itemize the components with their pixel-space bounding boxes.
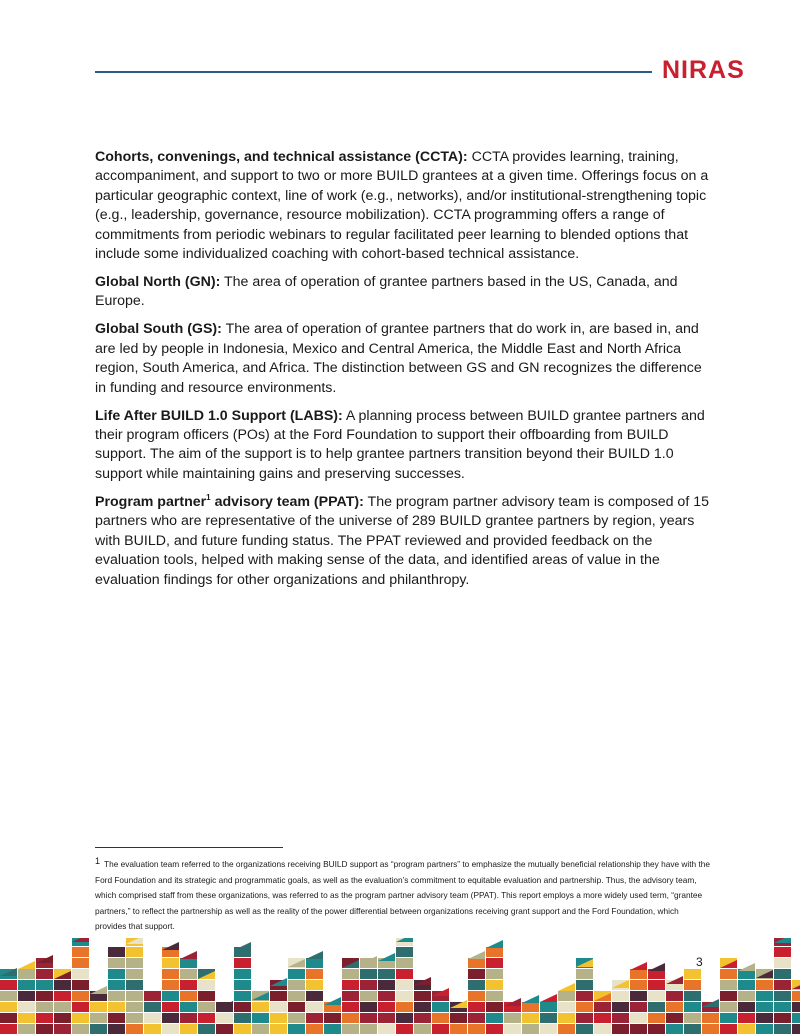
footer-tile <box>162 969 179 979</box>
footer-tile <box>576 969 593 979</box>
footer-tile <box>198 1002 215 1012</box>
footer-tile <box>288 980 305 990</box>
footer-tile <box>414 1002 431 1012</box>
footer-tile <box>468 991 485 1001</box>
footer-tile <box>486 991 503 1001</box>
footer-tile <box>360 991 377 1001</box>
footer-tile <box>234 958 251 968</box>
footer-tile <box>18 1013 35 1023</box>
footer-tile <box>684 1013 701 1023</box>
footer-tile <box>180 958 197 968</box>
footer-tile <box>252 1024 269 1034</box>
footer-tile <box>486 1013 503 1023</box>
footer-roof <box>522 995 539 1003</box>
footer-tile <box>522 1002 539 1012</box>
footer-tile <box>270 991 287 1001</box>
footer-tile <box>126 947 143 957</box>
footer-tile <box>270 1013 287 1023</box>
footer-tile <box>0 1013 17 1023</box>
footer-tile <box>324 1013 341 1023</box>
footer-tile <box>342 1024 359 1034</box>
footer-tile <box>774 991 791 1001</box>
footer-tile <box>468 980 485 990</box>
footer-tile <box>0 1024 17 1034</box>
footer-tile <box>774 1002 791 1012</box>
footer-tile <box>90 1013 107 1023</box>
footer-tile <box>594 1013 611 1023</box>
footer-tile <box>486 969 503 979</box>
footer-tile <box>72 1013 89 1023</box>
footer-tile <box>702 1013 719 1023</box>
footer-tile <box>234 1002 251 1012</box>
footer-tile <box>738 991 755 1001</box>
footer-tile <box>288 1002 305 1012</box>
footer-tile <box>54 1013 71 1023</box>
footer-tile <box>432 1013 449 1023</box>
footer-tile <box>180 980 197 990</box>
footer-tile <box>504 1013 521 1023</box>
footnote <box>95 857 710 935</box>
footer-roof <box>540 994 557 1002</box>
footer-tile <box>108 980 125 990</box>
footer-tile <box>396 969 413 979</box>
footer-tile <box>234 1013 251 1023</box>
footer-tile <box>360 969 377 979</box>
footer-tile <box>360 1002 377 1012</box>
footer-tile <box>594 1024 611 1034</box>
footer-roof <box>558 983 575 991</box>
footer-tile <box>666 1013 683 1023</box>
footer-tile <box>738 1024 755 1034</box>
footer-tile <box>252 1002 269 1012</box>
glossary-term: Global North (GN): <box>95 274 221 291</box>
footer-tile <box>504 1024 521 1034</box>
footer-roof <box>180 951 197 959</box>
footer-tile <box>162 958 179 968</box>
footer-tile <box>558 1013 575 1023</box>
footer-tile <box>216 1013 233 1023</box>
footer-tile <box>72 947 89 957</box>
footer-tile <box>396 1024 413 1034</box>
footer-tile <box>288 969 305 979</box>
footer-roof <box>486 940 503 948</box>
footer-tile <box>576 991 593 1001</box>
footer-tile <box>648 1024 665 1034</box>
footer-tile <box>144 1024 161 1034</box>
footer-tile <box>342 980 359 990</box>
footer-tile <box>360 980 377 990</box>
glossary-term: Global South (GS): <box>95 321 222 338</box>
footer-tile <box>576 980 593 990</box>
footer-tile <box>378 1024 395 1034</box>
footer-tile <box>486 980 503 990</box>
footer-tile <box>468 969 485 979</box>
glossary-definition: A planning process between BUILD grantee partners and their program officers (POs) at the Ford Foundation to support their offboarding from BUILD support. The aim of the support is to help grantee partners transition beyond their BUILD 1.0 support while maintaining gains and preserving successes. <box>95 407 705 482</box>
footer-tile <box>558 1002 575 1012</box>
footer-tile <box>162 991 179 1001</box>
footer-tile <box>54 980 71 990</box>
footer-tile <box>630 991 647 1001</box>
footer-tile <box>756 1013 773 1023</box>
footer-roof <box>468 951 485 959</box>
footer-tile <box>450 1013 467 1023</box>
footer-tile <box>198 1013 215 1023</box>
glossary-term <box>95 494 364 510</box>
footer-tile <box>792 991 800 1001</box>
footer-tile <box>468 1013 485 1023</box>
footer-tile <box>72 991 89 1001</box>
footer-tile <box>342 969 359 979</box>
footnote-text: The evaluation team referred to the organizations receiving BUILD support as “program partners” to emphasize the mutually beneficial relationship they have with the Ford Foundation and its strategic and programmatic goals, as well as the evaluation’s commitment to equitable evaluation and partnership. Thus, the advisory team, which comprised staff from these organizations, was referred to as the program partner advisory team (PPAT). This report employs a more widely used term, “grantee partners,” to reflect the partnership as well as the reality of the power differential between organizations receiving grant support and the Ford Foundation, which provides that support. <box>95 859 711 931</box>
footer-tile <box>666 991 683 1001</box>
glossary-term: Cohorts, convenings, and technical assistance (CCTA): <box>95 149 468 165</box>
footer-tile <box>72 1024 89 1034</box>
footer-tile <box>108 1013 125 1023</box>
footer-tile <box>396 991 413 1001</box>
footer-tile <box>396 980 413 990</box>
footer-tile <box>234 1024 251 1034</box>
footer-tile <box>324 1024 341 1034</box>
footer-tile <box>234 969 251 979</box>
footer-tile <box>162 1024 179 1034</box>
glossary-entry-ccta <box>95 148 710 264</box>
footer-tile <box>450 1024 467 1034</box>
footer-tile <box>576 1024 593 1034</box>
footer-tile <box>630 1013 647 1023</box>
glossary-definition: The program partner advisory team is composed of 15 partners who are representative of the universe of 289 BUILD grantee partners by region, years with BUILD, and future funding status. The PPAT reviewed and provided feedback on the evaluation tools, helped with making sense of the data, and identified areas of value in the evaluation findings for other organizations and philanthropy. <box>95 493 709 588</box>
footer-tile <box>162 1013 179 1023</box>
footer-tile <box>522 1013 539 1023</box>
footer-tile <box>540 1024 557 1034</box>
footer-tile <box>396 958 413 968</box>
footer-tile <box>36 969 53 979</box>
glossary-definition: The area of operation of grantee partners that do work in, are based in, and are led by people in Indonesia, Mexico and Central America, the Middle East and North Africa region, South America, and Africa. The distinction between GS and GN recognizes the difference in funding and resource environments. <box>95 321 702 396</box>
footer-tile <box>36 980 53 990</box>
footer-tile <box>270 1002 287 1012</box>
footer-tile <box>90 1002 107 1012</box>
footer-tile <box>72 958 89 968</box>
footer-tile <box>306 969 323 979</box>
footer-tile <box>198 991 215 1001</box>
footer-tile <box>774 1013 791 1023</box>
footer-tile <box>180 1002 197 1012</box>
footer-tile <box>468 1002 485 1012</box>
footer-tile <box>288 1024 305 1034</box>
footer-tile <box>306 1024 323 1034</box>
footer-tile <box>630 1002 647 1012</box>
footer-tile <box>234 980 251 990</box>
footer-tile <box>342 1013 359 1023</box>
footer-tile <box>342 991 359 1001</box>
footer-tile <box>378 991 395 1001</box>
footer-tile <box>612 1013 629 1023</box>
footer-tile <box>774 958 791 968</box>
footer-tile <box>90 1024 107 1034</box>
niras-logo: NIRAS <box>662 56 745 84</box>
footer-tile <box>630 1024 647 1034</box>
footer-tile <box>396 1013 413 1023</box>
footer-tile <box>126 1024 143 1034</box>
footer-roof <box>18 961 35 969</box>
footer-tile <box>216 1024 233 1034</box>
footer-tile <box>36 1002 53 1012</box>
footer-tile <box>108 991 125 1001</box>
footer-tile <box>522 1024 539 1034</box>
footer-tile <box>612 1002 629 1012</box>
footer-tile <box>684 991 701 1001</box>
term-part: advisory team (PPAT): <box>210 493 364 510</box>
footer-tile <box>738 980 755 990</box>
footer-tile <box>720 1013 737 1023</box>
footer-tile <box>720 969 737 979</box>
footer-tile <box>306 991 323 1001</box>
footer-tile <box>54 991 71 1001</box>
footer-tile <box>468 1024 485 1034</box>
footer-tile <box>648 991 665 1001</box>
footer-tile <box>792 1024 800 1034</box>
footer-tile <box>702 1024 719 1034</box>
footer-tile <box>774 947 791 957</box>
footer-tile <box>108 969 125 979</box>
footer-tile <box>54 1002 71 1012</box>
footer-tile <box>486 1024 503 1034</box>
decorative-footer-pattern <box>0 938 800 1035</box>
footer-tile <box>162 980 179 990</box>
glossary-content <box>95 148 710 599</box>
footer-tile <box>126 980 143 990</box>
footer-tile <box>180 1024 197 1034</box>
footer-tile <box>108 958 125 968</box>
footer-tile <box>540 1013 557 1023</box>
glossary-entry-gs <box>95 320 710 398</box>
footer-tile <box>18 991 35 1001</box>
footer-tile <box>306 980 323 990</box>
glossary-term: Life After BUILD 1.0 Support (LABS): <box>95 407 343 424</box>
footer-tile <box>630 969 647 979</box>
footer-tile <box>396 1002 413 1012</box>
footer-tile <box>792 1002 800 1012</box>
footer-tile <box>792 1013 800 1023</box>
footer-tile <box>234 991 251 1001</box>
footer-tile <box>558 1024 575 1034</box>
footer-tile <box>486 1002 503 1012</box>
footer-tile <box>36 991 53 1001</box>
footer-tile <box>360 1013 377 1023</box>
footer-tile <box>432 1024 449 1034</box>
footer-tile <box>36 1013 53 1023</box>
footer-roof <box>630 962 647 970</box>
glossary-definition: The area of operation of grantee partners based in the US, Canada, and Europe. <box>95 274 678 310</box>
footer-tile <box>306 1002 323 1012</box>
footnote-separator <box>95 847 283 848</box>
footer-tile <box>720 980 737 990</box>
footer-tile <box>666 1024 683 1034</box>
footer-tile <box>738 1002 755 1012</box>
footer-tile <box>126 969 143 979</box>
footer-tile <box>540 1002 557 1012</box>
page-number: 3 <box>696 955 703 969</box>
footer-tile <box>270 1024 287 1034</box>
footer-tile <box>720 1024 737 1034</box>
footer-tile <box>306 958 323 968</box>
footer-tile <box>126 958 143 968</box>
footer-tile <box>432 1002 449 1012</box>
footnote-number: 1 <box>95 856 101 866</box>
footer-tile <box>378 969 395 979</box>
footer-tile <box>108 1002 125 1012</box>
footer-tile <box>558 991 575 1001</box>
footer-tile <box>774 980 791 990</box>
footer-tile <box>648 1013 665 1023</box>
footer-tile <box>288 991 305 1001</box>
footer-tile <box>72 1002 89 1012</box>
footer-tile <box>414 1013 431 1023</box>
footer-tile <box>648 1002 665 1012</box>
footer-tile <box>72 980 89 990</box>
footer-tile <box>144 1002 161 1012</box>
footer-tile <box>756 1002 773 1012</box>
footer-tile <box>180 1013 197 1023</box>
footer-tile <box>630 980 647 990</box>
footer-tile <box>684 1002 701 1012</box>
footer-tile <box>18 969 35 979</box>
footer-roof <box>306 951 323 959</box>
footer-tile <box>288 1013 305 1023</box>
footer-tile <box>378 1013 395 1023</box>
footer-tile <box>774 969 791 979</box>
footer-tile <box>396 947 413 957</box>
footer-tile <box>414 991 431 1001</box>
footer-tile <box>342 1002 359 1012</box>
footer-tile <box>468 958 485 968</box>
footnote-reference[interactable]: 1 <box>206 492 211 502</box>
footer-tile <box>0 1002 17 1012</box>
footer-tile <box>360 1024 377 1034</box>
footer-tile <box>126 1002 143 1012</box>
footer-tile <box>486 947 503 957</box>
footer-tile <box>198 1024 215 1034</box>
footer-tile <box>252 1013 269 1023</box>
footer-tile <box>126 1013 143 1023</box>
footer-tile <box>738 1013 755 1023</box>
footer-tile <box>54 1024 71 1034</box>
glossary-definition: CCTA provides learning, training, accompaniment, and support to two or more BUILD grantees at a given time. Offerings focus on a particular geographic context, line of work (e.g., networks), and/or institutional-strengthening topic (e.g., leadership, governance, resource mobilization). CCTA programming offers a range of commitments from periodic webinars to regular facilitated peer learning to blended options that include some individualized coaching with cohort-based technical assistance. <box>95 149 709 263</box>
footer-tile <box>576 1002 593 1012</box>
footer-tile <box>414 1024 431 1034</box>
footer-tile <box>756 991 773 1001</box>
footer-tile <box>36 1024 53 1034</box>
footer-tile <box>18 980 35 990</box>
footer-tile <box>18 1002 35 1012</box>
footer-tile <box>612 1024 629 1034</box>
footer-tile <box>126 991 143 1001</box>
footer-tile <box>756 1024 773 1034</box>
footer-tile <box>594 1002 611 1012</box>
term-part: Program partner <box>95 493 207 510</box>
footer-tile <box>684 1024 701 1034</box>
footer-tile <box>378 980 395 990</box>
footer-tile <box>0 980 17 990</box>
footer-tile <box>648 980 665 990</box>
glossary-entry-gn <box>95 273 710 312</box>
footer-tile <box>180 991 197 1001</box>
footer-tile <box>576 1013 593 1023</box>
footer-tile <box>486 958 503 968</box>
footer-tile <box>774 1024 791 1034</box>
footer-tile <box>720 1002 737 1012</box>
glossary-entry-labs <box>95 407 710 485</box>
footer-tile <box>684 980 701 990</box>
footer-tile <box>756 980 773 990</box>
footer-tile <box>108 1024 125 1034</box>
footer-tile <box>198 980 215 990</box>
footer-tile <box>0 991 17 1001</box>
footer-tile <box>18 1024 35 1034</box>
footer-tile <box>378 1002 395 1012</box>
footer-tile <box>180 969 197 979</box>
glossary-entry-ppat <box>95 493 710 590</box>
footer-tile <box>72 969 89 979</box>
header-rule <box>95 71 652 73</box>
footer-tile <box>666 1002 683 1012</box>
footer-tile <box>144 1013 161 1023</box>
footer-tile <box>162 1002 179 1012</box>
footer-tile <box>720 991 737 1001</box>
footer-tile <box>306 1013 323 1023</box>
footer-tile <box>612 991 629 1001</box>
